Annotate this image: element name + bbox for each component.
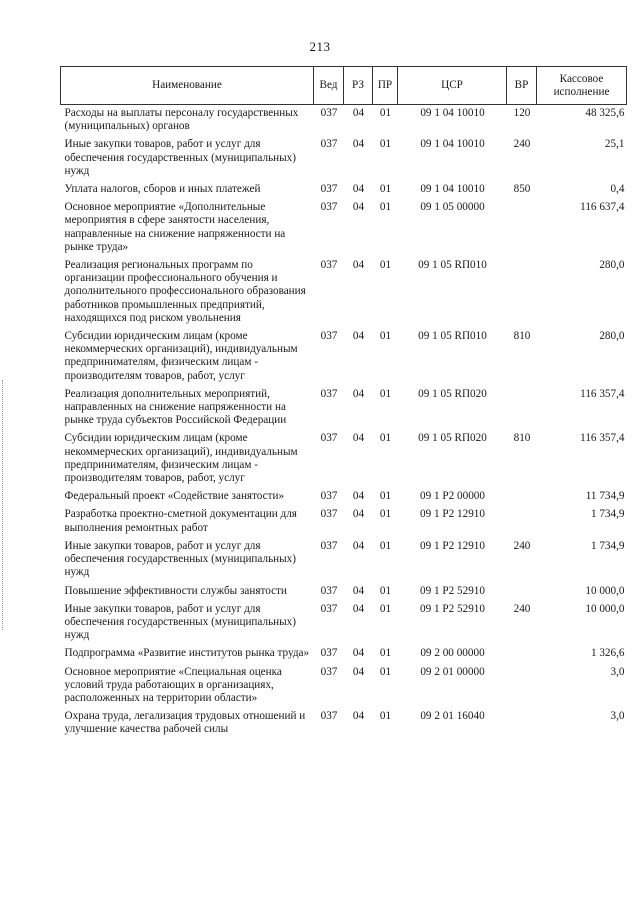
cell-name: Уплата налогов, сборов и иных платежей: [64, 183, 261, 196]
table-row: [61, 386, 627, 431]
cell-pr: 01: [379, 539, 392, 552]
cell-rz: 04: [352, 259, 365, 272]
table-row: [61, 488, 627, 506]
cell-vr: 810: [513, 330, 531, 343]
cell-vr: [507, 257, 537, 328]
cell-sum: 10 000,0: [585, 602, 625, 615]
cell-name: Основное мероприятие «Дополнительные мероприятия в сфере занятости населения, направленные на снижение напряженности на рынке труда»: [64, 201, 286, 253]
cell-name: Иные закупки товаров, работ и услуг для обеспечения государственных (муниципальных) нужд: [64, 602, 296, 642]
table-header-row: [61, 67, 627, 105]
cell-rz: 04: [352, 539, 365, 552]
cell-csr: 09 2 00 00000: [420, 647, 485, 660]
cell-csr: 09 1 05 RП020: [418, 432, 487, 445]
cell-ved: 037: [320, 710, 338, 723]
cell-rz: 04: [352, 201, 365, 214]
cell-ved: 037: [320, 432, 338, 445]
cell-rz: 04: [352, 647, 365, 660]
cell-sum: 1 734,9: [590, 508, 625, 521]
cell-sum: 1 326,6: [590, 647, 625, 660]
cell-sum: 10 000,0: [585, 584, 625, 597]
cell-ved: 037: [320, 138, 338, 151]
cell-rz: 04: [352, 183, 365, 196]
cell-name: Разработка проектно-сметной документации для выполнения ремонтных работ: [64, 508, 297, 534]
cell-sum: 116 357,4: [580, 432, 625, 445]
cell-rz: 04: [352, 138, 365, 151]
cell-rz: 04: [352, 490, 365, 503]
table-row: [61, 199, 627, 257]
cell-vr: [507, 199, 537, 257]
cell-sum: 25,1: [604, 138, 625, 151]
cell-vr: 810: [513, 432, 531, 445]
cell-sum: 3,0: [610, 710, 625, 723]
cell-rz: 04: [352, 387, 365, 400]
cell-ved: 037: [320, 201, 338, 214]
cell-ved: 037: [320, 539, 338, 552]
cell-vr: [507, 645, 537, 663]
header-vr: ВР: [507, 67, 537, 105]
cell-csr: 09 2 01 00000: [420, 665, 485, 678]
cell-pr: 01: [379, 490, 392, 503]
table-row: [61, 257, 627, 328]
cell-rz: 04: [352, 508, 365, 521]
scan-margin-marks: [2, 380, 6, 630]
cell-vr: 850: [513, 183, 531, 196]
cell-pr: 01: [379, 647, 392, 660]
cell-rz: 04: [352, 710, 365, 723]
cell-pr: 01: [379, 138, 392, 151]
header-pr: ПР: [373, 67, 398, 105]
cell-ved: 037: [320, 259, 338, 272]
cell-name: Федеральный проект «Содействие занятости»: [64, 490, 285, 503]
cell-name: Повышение эффективности службы занятости: [64, 584, 287, 597]
header-csr: ЦСР: [398, 67, 507, 105]
header-rz: РЗ: [344, 67, 373, 105]
cell-vr: [507, 488, 537, 506]
cell-ved: 037: [320, 490, 338, 503]
cell-name: Иные закупки товаров, работ и услуг для обеспечения государственных (муниципальных) нужд: [64, 539, 296, 579]
cell-csr: 09 1 04 10010: [420, 183, 485, 196]
cell-pr: 01: [379, 330, 392, 343]
cell-name: Субсидии юридическим лицам (кроме некоммерческих организаций), индивидуальным предпринимателям, физическим лицам - производителям товаров, работ, услуг: [64, 432, 298, 485]
cell-sum: 1 734,9: [590, 539, 625, 552]
cell-csr: 09 1 04 10010: [420, 107, 485, 119]
table-row: [61, 583, 627, 601]
cell-ved: 037: [320, 183, 338, 196]
cell-csr: 09 1 05 RП020: [418, 387, 487, 400]
cell-pr: 01: [379, 107, 392, 119]
header-name: Наименование: [61, 67, 314, 105]
cell-csr: 09 1 04 10010: [420, 138, 485, 151]
cell-pr: 01: [379, 183, 392, 196]
cell-rz: 04: [352, 584, 365, 597]
cell-sum: 0,4: [610, 183, 625, 196]
cell-vr: 240: [513, 539, 531, 552]
cell-name: Иные закупки товаров, работ и услуг для обеспечения государственных (муниципальных) нужд: [64, 138, 296, 177]
cell-rz: 04: [352, 665, 365, 678]
cell-pr: 01: [379, 387, 392, 400]
cell-pr: 01: [379, 584, 392, 597]
table-row: [61, 708, 627, 739]
cell-pr: 01: [379, 508, 392, 521]
cell-rz: 04: [352, 107, 365, 119]
cell-csr: 09 2 01 16040: [420, 710, 485, 723]
cell-vr: 240: [513, 602, 531, 615]
header-execution: Кассовое исполнение: [537, 67, 627, 105]
table-row: [61, 328, 627, 386]
table-row: [61, 136, 627, 181]
cell-sum: 3,0: [610, 665, 625, 678]
cell-vr: [507, 506, 537, 537]
cell-rz: 04: [352, 602, 365, 615]
cell-csr: 09 1 05 RП010: [418, 259, 487, 272]
cell-name: Субсидии юридическим лицам (кроме некоммерческих организаций), индивидуальным предпринимателям, физическим лицам - производителям товаров, работ, услуг: [64, 330, 298, 382]
table-body: [61, 105, 627, 740]
cell-ved: 037: [320, 387, 338, 400]
cell-csr: 09 1 P2 12910: [420, 539, 485, 552]
cell-pr: 01: [379, 602, 392, 615]
table-row: [61, 181, 627, 199]
cell-csr: 09 1 P2 00000: [420, 490, 485, 503]
cell-sum: 280,0: [599, 259, 625, 272]
cell-sum: 280,0: [599, 330, 625, 343]
cell-pr: 01: [379, 201, 392, 214]
cell-name: Основное мероприятие «Специальная оценка условий труда работающих в организациях, расположенных на территории области»: [64, 665, 282, 704]
cell-pr: 01: [379, 665, 392, 678]
cell-ved: 037: [320, 602, 338, 615]
cell-name: Подпрограмма «Развитие институтов рынка труда»: [64, 647, 310, 660]
cell-ved: 037: [320, 330, 338, 343]
header-ved: Вед: [314, 67, 344, 105]
cell-sum: 11 734,9: [585, 490, 625, 503]
cell-vr: [507, 708, 537, 739]
cell-vr: [507, 664, 537, 709]
cell-ved: 037: [320, 665, 338, 678]
table-row: [61, 105, 627, 137]
cell-rz: 04: [352, 330, 365, 343]
cell-rz: 04: [352, 432, 365, 445]
page-number: 213: [309, 39, 331, 54]
cell-vr: [507, 386, 537, 431]
table-row: [61, 506, 627, 537]
cell-csr: 09 1 P2 52910: [420, 602, 485, 615]
cell-name: Реализация дополнительных мероприятий, направленных на снижение напряженности на рынке труда субъектов Российской Федерации: [64, 387, 287, 427]
table-row: [61, 538, 627, 583]
cell-ved: 037: [320, 508, 338, 521]
cell-vr: [507, 583, 537, 601]
cell-ved: 037: [320, 647, 338, 660]
cell-sum: 116 637,4: [580, 201, 625, 214]
cell-vr: 120: [513, 107, 531, 119]
cell-ved: 037: [320, 107, 338, 119]
cell-name: Охрана труда, легализация трудовых отношений и улучшение качества рабочей силы: [64, 710, 306, 736]
table-row: [61, 645, 627, 663]
cell-pr: 01: [379, 710, 392, 723]
budget-table: [60, 66, 627, 740]
cell-name: Расходы на выплаты персоналу государственных (муниципальных) органов: [64, 107, 299, 133]
cell-pr: 01: [379, 259, 392, 272]
cell-csr: 09 1 P2 52910: [420, 584, 485, 597]
cell-csr: 09 1 05 RП010: [418, 330, 487, 343]
cell-ved: 037: [320, 584, 338, 597]
cell-name: Реализация региональных программ по организации профессионального обучения и дополнительного профессионального образования работников промышленных предприятий, находящихся под риском увольнения: [64, 259, 306, 324]
cell-vr: 240: [513, 138, 531, 151]
cell-csr: 09 1 05 00000: [420, 201, 485, 214]
cell-sum: 116 357,4: [580, 387, 625, 400]
cell-csr: 09 1 P2 12910: [420, 508, 485, 521]
table-row: [61, 664, 627, 709]
cell-sum: 48 325,6: [585, 107, 625, 119]
table-row: [61, 430, 627, 488]
table-row: [61, 601, 627, 646]
cell-pr: 01: [379, 432, 392, 445]
